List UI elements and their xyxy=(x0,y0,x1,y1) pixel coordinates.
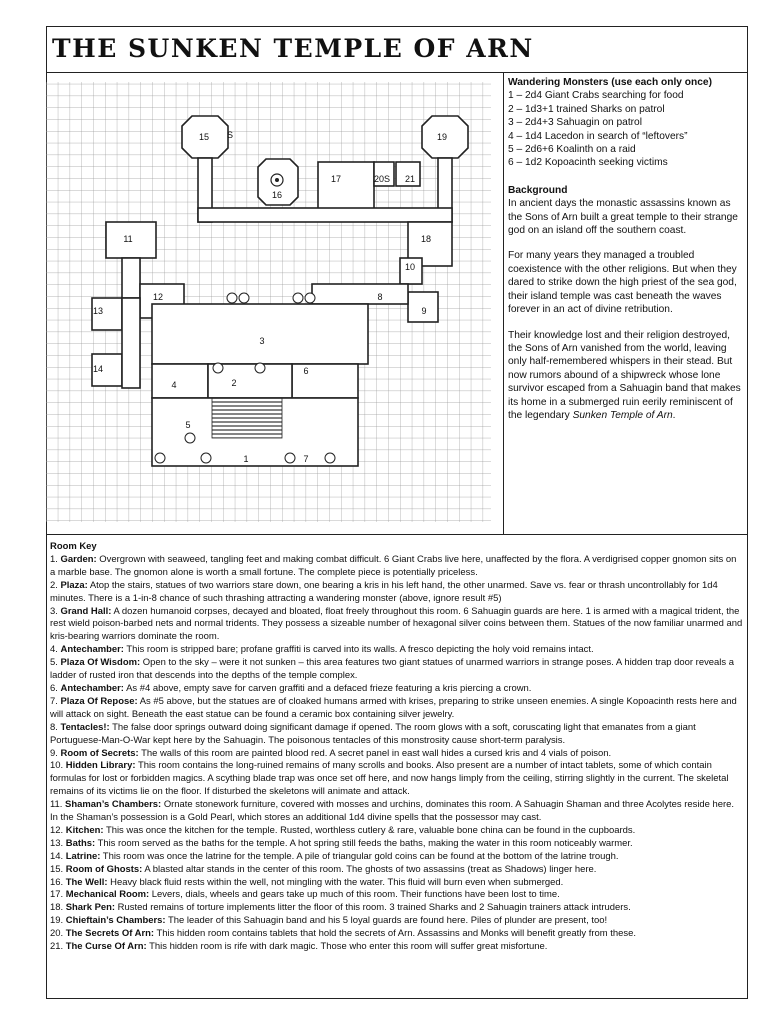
room-key-entry: 20. The Secrets Of Arn: This hidden room contains tablets that hold the secrets of Arn. Assassins and Monks will benefit greatly from these. xyxy=(50,928,636,940)
dungeon-map xyxy=(46,72,503,534)
room-key-entry: 8. Tentacles!: The false door springs outward doing significant damage if opened. The room glows with a soft, coruscating light that emanates from a giant Portuguese-Man-O-War kept here by the Sahuagin. The poisonous tentacles of this monstrosity cause short-term paralysis. xyxy=(50,721,696,746)
map-label-13: 13 xyxy=(92,306,104,316)
map-label-5: 5 xyxy=(185,420,191,430)
room-key-entry: 17. Mechanical Room: Levers, dials, wheels and gears take up much of this room. Their functions have been lost to time. xyxy=(50,889,560,901)
map-label-15: 15 xyxy=(198,132,210,142)
background-title: Background xyxy=(508,184,568,196)
map-label-1: 1 xyxy=(243,454,249,464)
list-item: 6 – 1d2 Kopoacinth seeking victims xyxy=(508,157,668,169)
room-key xyxy=(50,541,744,954)
map-label-10: 10 xyxy=(404,262,416,272)
wandering-monsters-title: Wandering Monsters (use each only once) xyxy=(508,77,712,88)
room-key-entry: 1. Garden: Overgrown with seaweed, tangling feet and making combat difficult. 6 Giant Crabs live here, unaffected by the flora. A verdigrised copper gnomon sits on a marble base. The gnomon alone is worth a small fortune. The complete piece is potentially priceless. xyxy=(50,553,737,578)
room-key-entry: 16. The Well: Heavy black fluid rests within the well, not mingling with the water. This fluid will burn even when submerged. xyxy=(50,876,564,888)
list-item: 5 – 2d6+6 Koalinth on a raid xyxy=(508,144,636,156)
room-key-entry: 9. Room of Secrets: The walls of this room are painted blood red. A secret panel in east wall hides a cursed kris and 4 vials of poison. xyxy=(50,747,612,759)
wandering-monsters-list xyxy=(508,89,744,169)
room-key-entry: 13. Baths: This room served as the baths for the temple. A hot spring still feeds the baths, making the water in this room noticeably warmer. xyxy=(50,837,633,849)
room-key-entry: 15. Room of Ghosts: A blasted altar stands in the center of this room. The ghosts of two assassins (treat as Shadows) linger here. xyxy=(50,863,597,875)
map-label-17: 17 xyxy=(330,174,342,184)
room-key-entry: 4. Antechamber: This room is stripped bare; profane graffiti is carved into its walls. A fresco depicting the holy void remains intact. xyxy=(50,644,594,656)
background-paragraph: For many years they managed a troubled coexistence with the other religions. But when they dared to strike down the high priest of the sea god, their island temple was cast beneath the waves forever in an act of divine retribution. xyxy=(508,250,737,316)
map-label-21: 21 xyxy=(404,174,416,184)
map-label-14: 14 xyxy=(92,364,104,374)
map-label-18: 18 xyxy=(420,234,432,244)
room-key-entry: 10. Hidden Library: This room contains the long-ruined remains of many scrolls and books. Also present are a number of intact tablets, some of which contain formulas for lost or forbidden magics. A scything blade trap was once set off here, and now hangs limply from the ceiling, stirring slightly in the current. The skeletal remains of its victims lie on the floor. If disturbed the skeletons will animate and attack. xyxy=(50,760,729,798)
room-key-entry: 7. Plaza Of Repose: As #5 above, but the statues are of cloaked humans armed with krises, preparing to strike unseen enemies. A single Kopoacinth rests here and will attack on sight. Beneath the east statue can be found a ceramic box containing silver jewelry. xyxy=(50,695,737,720)
room-key-entry: 3. Grand Hall: A dozen humanoid corpses, decayed and bloated, float freely throughout this room. 6 Sahuagin guards are here. 1 is armed with a magical trident, the rest wield poison-barbed nets and normal tridents. They possess a sizeable number of hexagonal silver coins between them. Statues of the now familiar unarmed and kris-bearing warriors dominate the room. xyxy=(50,605,743,643)
map-label-7: 7 xyxy=(303,454,309,464)
room-key-entries xyxy=(50,554,744,954)
map-label-20s: 20S xyxy=(373,174,391,184)
room-key-entry: 21. The Curse Of Arn: This hidden room is rife with dark magic. Those who enter this room will suffer great misfortune. xyxy=(50,941,548,953)
room-key-entry: 18. Shark Pen: Rusted remains of torture implements litter the floor of this room. 3 trained Sharks and 2 Sahuagin trainers attack intruders. xyxy=(50,902,631,914)
room-key-entry: 5. Plaza Of Wisdom: Open to the sky – were it not sunken – this area features two giant statues of unarmed warriors in strange poses. A hidden trap door reveals a ladder of rusted iron that descends into the depths of the temple complex. xyxy=(50,657,734,682)
sidebar xyxy=(508,76,744,434)
map-label-19: 19 xyxy=(436,132,448,142)
map-label-2: 2 xyxy=(231,378,237,388)
title-box xyxy=(46,26,748,73)
secret-door-mark: S xyxy=(226,130,234,140)
map-label-6: 6 xyxy=(303,366,309,376)
map-label-12: 12 xyxy=(152,292,164,302)
map-label-8: 8 xyxy=(377,292,383,302)
stairs xyxy=(212,398,282,438)
map-label-16: 16 xyxy=(271,190,283,200)
room-key-entry: 14. Latrine: This room was once the latrine for the temple. A pile of triangular gold coins can be found at the bottom of the latrine trough. xyxy=(50,850,619,862)
room-key-entry: 19. Chieftain’s Chambers: The leader of this Sahuagin band and his 5 loyal guards are found here. Piles of plunder are present, too! xyxy=(50,915,608,927)
map-label-11: 11 xyxy=(123,234,133,244)
list-item: 2 – 1d3+1 trained Sharks on patrol xyxy=(508,103,665,115)
map-label-3: 3 xyxy=(259,336,265,346)
room-key-entry: 12. Kitchen: This was once the kitchen for the temple. Rusted, worthless cutlery & rare, valuable bone china can be found in the cupboards. xyxy=(50,824,636,836)
page-title: THE SUNKEN TEMPLE OF ARN xyxy=(52,34,534,63)
room-key-entry: 6. Antechamber: As #4 above, empty save for carven graffiti and a defaced frieze featuring a kris piercing a crown. xyxy=(50,682,532,694)
list-item: 3 – 2d4+3 Sahuagin on patrol xyxy=(508,117,642,129)
background-paragraph: Their knowledge lost and their religion destroyed, the Sons of Arn vanished from the world, leaving only half-remembered whispers in their stead. But now rumors abound of a shipwreck whose lone survivor escaped from a Sahuagin band that makes its home in a submerged ruin eerily reminiscent of the legendary Sunken Temple of Arn. xyxy=(508,329,741,421)
room-key-entry: 11. Shaman’s Chambers: Ornate stonework furniture, covered with mosses and urchins, dominates this room. A Sahuagin Shaman and three Acolytes reside here. In the Shaman’s possession is a Gold Pearl, which stores an additional 1d4 divine spells that the possessor may cast. xyxy=(50,799,735,824)
room-key-entry: 2. Plaza: Atop the stairs, statues of two warriors stare down, one bearing a kris in his left hand, the other unarmed. Save vs. fear or thrash uncontrollably for 1d4 minutes. There is a 1-in-8 chance of such thrashing attracting a wandering monster (above, ignore result #5) xyxy=(50,579,718,604)
list-item: 1 – 2d4 Giant Crabs searching for food xyxy=(508,90,684,102)
map-label-9: 9 xyxy=(421,306,427,316)
background-paragraph: In ancient days the monastic assassins known as the Sons of Arn built a great temple to their strange god on an island off the southern coast. xyxy=(508,198,738,237)
list-item: 4 – 1d4 Lacedon in search of “leftovers” xyxy=(508,130,688,142)
map-panel xyxy=(46,72,504,534)
map-label-4: 4 xyxy=(171,380,177,390)
room-key-title: Room Key xyxy=(50,541,97,552)
